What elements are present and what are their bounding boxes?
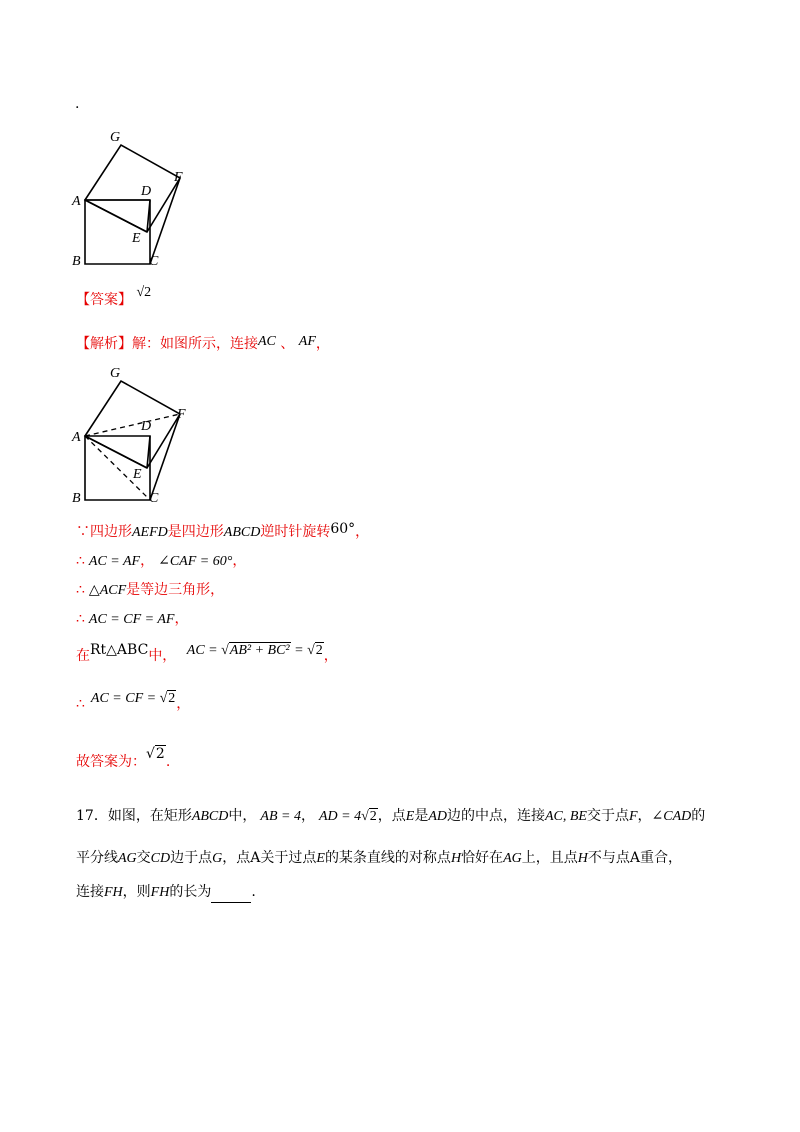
- step-6: [76, 691, 191, 715]
- label-g: G: [110, 130, 121, 145]
- math: FH: [150, 885, 170, 900]
- dashed-af: [85, 414, 180, 436]
- problem-17-line-2: [76, 848, 682, 869]
- therefore-symbol: ∴: [76, 696, 85, 712]
- math: AC, BE: [544, 809, 587, 824]
- sqrt-value: √2: [159, 691, 176, 706]
- label-c: C: [149, 254, 159, 269]
- math-pythagoras: [187, 643, 324, 658]
- sqrt-value: √2: [361, 809, 377, 824]
- math-right-triangle: Rt△ABC: [90, 642, 149, 658]
- math: G: [212, 851, 223, 866]
- math: H: [577, 851, 588, 866]
- math-result: [91, 691, 176, 706]
- analysis-line: [76, 334, 330, 355]
- problem-17-line-1: [76, 806, 705, 827]
- answer-value: √2: [136, 285, 152, 300]
- problem-text: 是: [414, 808, 429, 824]
- top-dot: .: [75, 96, 80, 112]
- answer-blank[interactable]: [211, 888, 251, 903]
- problem-text: 边于点: [170, 850, 213, 866]
- label-e: E: [133, 467, 142, 482]
- label-f: F: [177, 407, 186, 422]
- problem-text: 交: [136, 850, 151, 866]
- step-text: 故答案为：: [76, 754, 146, 770]
- math: FH: [104, 885, 123, 900]
- math: ABCD: [191, 809, 229, 824]
- problem-text: 连接: [76, 884, 104, 900]
- step-text: ，: [355, 524, 370, 540]
- label-b: B: [72, 491, 81, 506]
- problem-text: ，: [637, 808, 652, 824]
- math-angle: 60°: [330, 521, 356, 537]
- label-d: D: [141, 184, 152, 199]
- step-text: ，: [140, 553, 155, 569]
- sqrt-value: √2: [307, 643, 323, 658]
- problem-number: 17．如图，在矩形: [76, 808, 192, 824]
- problem-text: ，点: [377, 808, 406, 824]
- step-text: 逆时针旋转: [260, 524, 331, 540]
- math-lhs: AC = CF =: [90, 691, 160, 706]
- step-3: [76, 580, 224, 601]
- therefore-symbol: ∴: [76, 611, 85, 627]
- radicand: AB² + BC²: [229, 643, 290, 658]
- step-text: ，: [176, 696, 191, 712]
- math-triangle: △ACF: [88, 583, 127, 598]
- math: F: [628, 809, 638, 824]
- math-equals: =: [290, 643, 308, 658]
- radicand: 2: [315, 643, 323, 658]
- problem-text: .: [251, 884, 256, 900]
- step-text: 在: [76, 648, 90, 664]
- math-aefd: AEFD: [132, 525, 168, 540]
- math-equation: AC = CF = AF: [88, 612, 175, 627]
- therefore-symbol: ∴: [76, 553, 85, 569]
- label-b: B: [72, 254, 81, 269]
- geometry-figure-2: [64, 362, 204, 508]
- step-text: 中，: [148, 648, 177, 664]
- analysis-tag: 【解析】: [76, 336, 132, 352]
- math-lhs: AC =: [186, 643, 222, 658]
- math: AD = 4: [318, 809, 362, 824]
- math-equation: ∠CAF = 60°: [158, 554, 233, 569]
- problem-text: ，点A关于过点: [222, 850, 317, 866]
- radicand: 2: [168, 691, 176, 706]
- radicand: 2: [369, 809, 377, 824]
- math-ad: [319, 809, 378, 824]
- problem-text: 的长为: [169, 884, 212, 900]
- label-g: G: [110, 366, 121, 381]
- step-2: [76, 551, 246, 572]
- step-text: ，: [323, 648, 338, 664]
- problem-text: 上，且点: [521, 850, 578, 866]
- step-text: 是等边三角形，: [126, 582, 225, 598]
- problem-text: ，则: [122, 884, 151, 900]
- math: AG: [118, 851, 137, 866]
- analysis-intro: 解：如图所示，连接: [132, 336, 258, 352]
- label-a: A: [72, 430, 81, 445]
- math: H: [450, 851, 462, 866]
- analysis-end: ，: [315, 336, 330, 352]
- problem-text: 的: [691, 808, 706, 824]
- math: E: [316, 851, 325, 866]
- step-7: [76, 746, 171, 772]
- analysis-seg2: AF: [298, 334, 316, 349]
- step-5: [76, 642, 338, 667]
- math: ∠CAD: [651, 809, 692, 824]
- problem-text: 不与点A重合，: [587, 850, 682, 866]
- math: AB = 4: [260, 809, 301, 824]
- label-e: E: [132, 231, 141, 246]
- answer-tag: 【答案】: [76, 292, 132, 308]
- problem-text: 边的中点，连接: [446, 808, 545, 824]
- label-d: D: [141, 419, 152, 434]
- therefore-symbol: ∴: [76, 582, 85, 598]
- step-1: [76, 522, 369, 543]
- step-text: 是四边形: [167, 524, 224, 540]
- problem-text: 中，: [228, 808, 257, 824]
- step-text: ，: [174, 611, 189, 627]
- because-symbol: ∵: [76, 524, 90, 540]
- sqrt-value: √2: [146, 746, 165, 762]
- math: E: [405, 809, 415, 824]
- step-text: .: [165, 754, 171, 770]
- step-text: ，: [232, 553, 247, 569]
- math-abcd: ABCD: [223, 525, 261, 540]
- problem-text: 交于点: [586, 808, 629, 824]
- label-c: C: [149, 491, 159, 506]
- label-f: F: [174, 170, 183, 185]
- problem-text: 恰好在: [461, 850, 504, 866]
- math-equation: AC = AF: [88, 554, 141, 569]
- problem-text: 的某条直线的对称点: [324, 850, 451, 866]
- math: CD: [150, 851, 171, 866]
- geometry-figure-1: [64, 126, 204, 270]
- step-text: 四边形: [90, 524, 132, 540]
- radicand: 2: [155, 746, 165, 762]
- problem-text: ，: [300, 808, 315, 824]
- analysis-sep: 、: [280, 336, 295, 352]
- math: AG: [503, 851, 522, 866]
- problem-17-line-3: [76, 882, 256, 903]
- analysis-seg1: AC: [258, 334, 276, 349]
- sqrt-expression: √AB² + BC²: [221, 643, 290, 658]
- step-4: [76, 609, 188, 630]
- label-a: A: [72, 194, 81, 209]
- math: AD: [428, 809, 447, 824]
- answer-line: [76, 285, 152, 311]
- problem-text: 平分线: [76, 850, 118, 866]
